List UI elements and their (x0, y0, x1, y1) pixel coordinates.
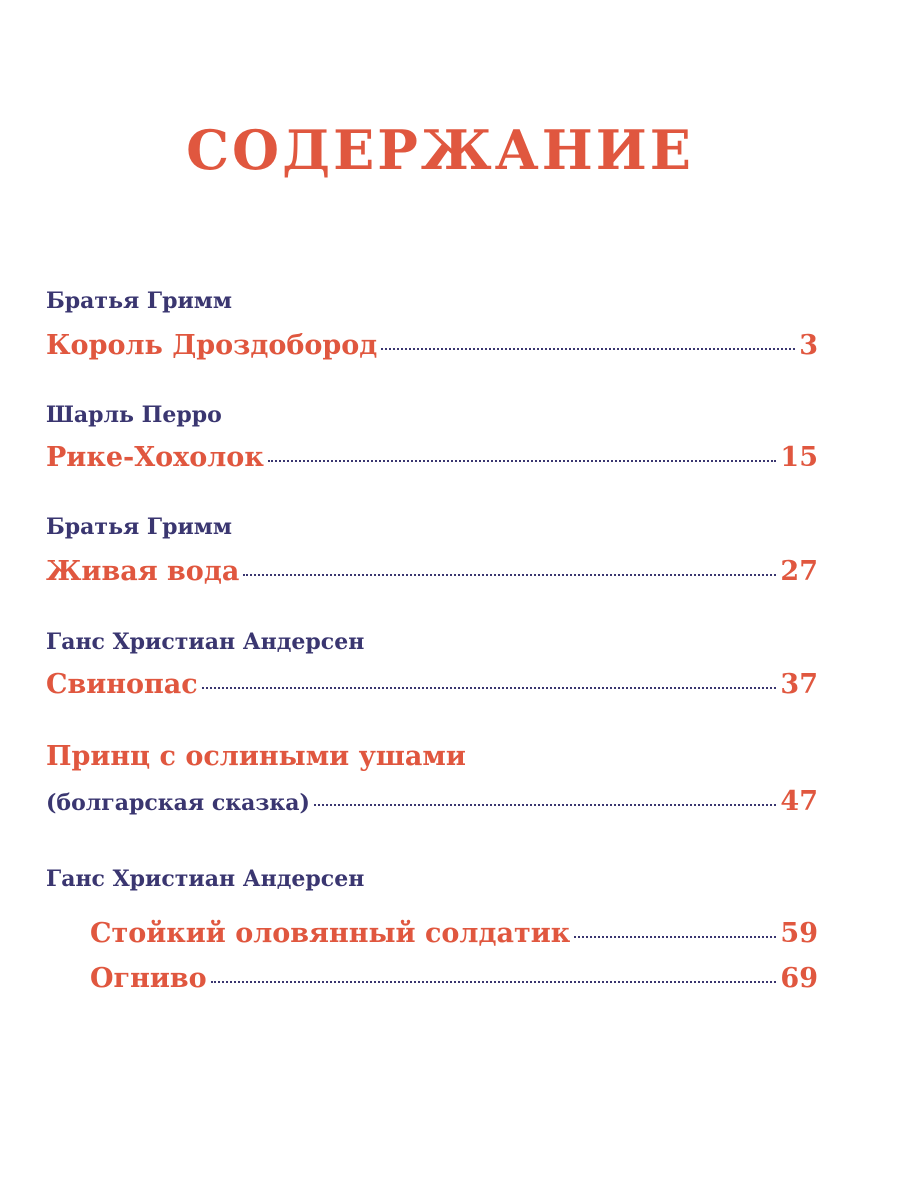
page-number: 15 (780, 442, 818, 473)
toc-entry[interactable] (90, 914, 818, 954)
story-title: Живая вода (46, 556, 240, 587)
toc-entry[interactable] (90, 959, 818, 999)
dot-leader (243, 574, 776, 576)
story-title: Стойкий оловянный солдатик (90, 918, 571, 949)
dot-leader (202, 687, 777, 689)
story-title[interactable]: Принц с ослиными ушами (46, 741, 466, 772)
story-subtitle: (болгарская сказка) (46, 790, 310, 816)
toc-entry[interactable] (46, 438, 818, 478)
toc-entry[interactable] (46, 552, 818, 592)
story-title: Рике-Хохолок (46, 442, 264, 473)
author-name: Братья Гримм (46, 288, 233, 314)
page-number: 27 (780, 556, 818, 587)
dot-leader (574, 936, 776, 938)
dot-leader (314, 804, 776, 806)
toc-entry[interactable] (46, 665, 818, 705)
author-name: Братья Гримм (46, 514, 233, 540)
author-name: Шарль Перро (46, 402, 222, 428)
page-number: 69 (780, 963, 818, 994)
author-name: Ганс Христиан Андерсен (46, 866, 365, 892)
dot-leader (211, 981, 777, 983)
dot-leader (268, 460, 777, 462)
author-name: Ганс Христиан Андерсен (46, 629, 365, 655)
page-title: СОДЕРЖАНИЕ (186, 118, 694, 182)
page-number: 47 (780, 786, 818, 817)
story-title: Свинопас (46, 669, 198, 700)
page-number: 59 (780, 918, 818, 949)
page-number: 3 (799, 330, 818, 361)
toc-entry[interactable] (46, 326, 818, 366)
story-title: Король Дроздобород (46, 330, 378, 361)
story-title: Огниво (90, 963, 207, 994)
dot-leader (381, 348, 795, 350)
toc-entry[interactable] (46, 782, 818, 822)
page-number: 37 (780, 669, 818, 700)
